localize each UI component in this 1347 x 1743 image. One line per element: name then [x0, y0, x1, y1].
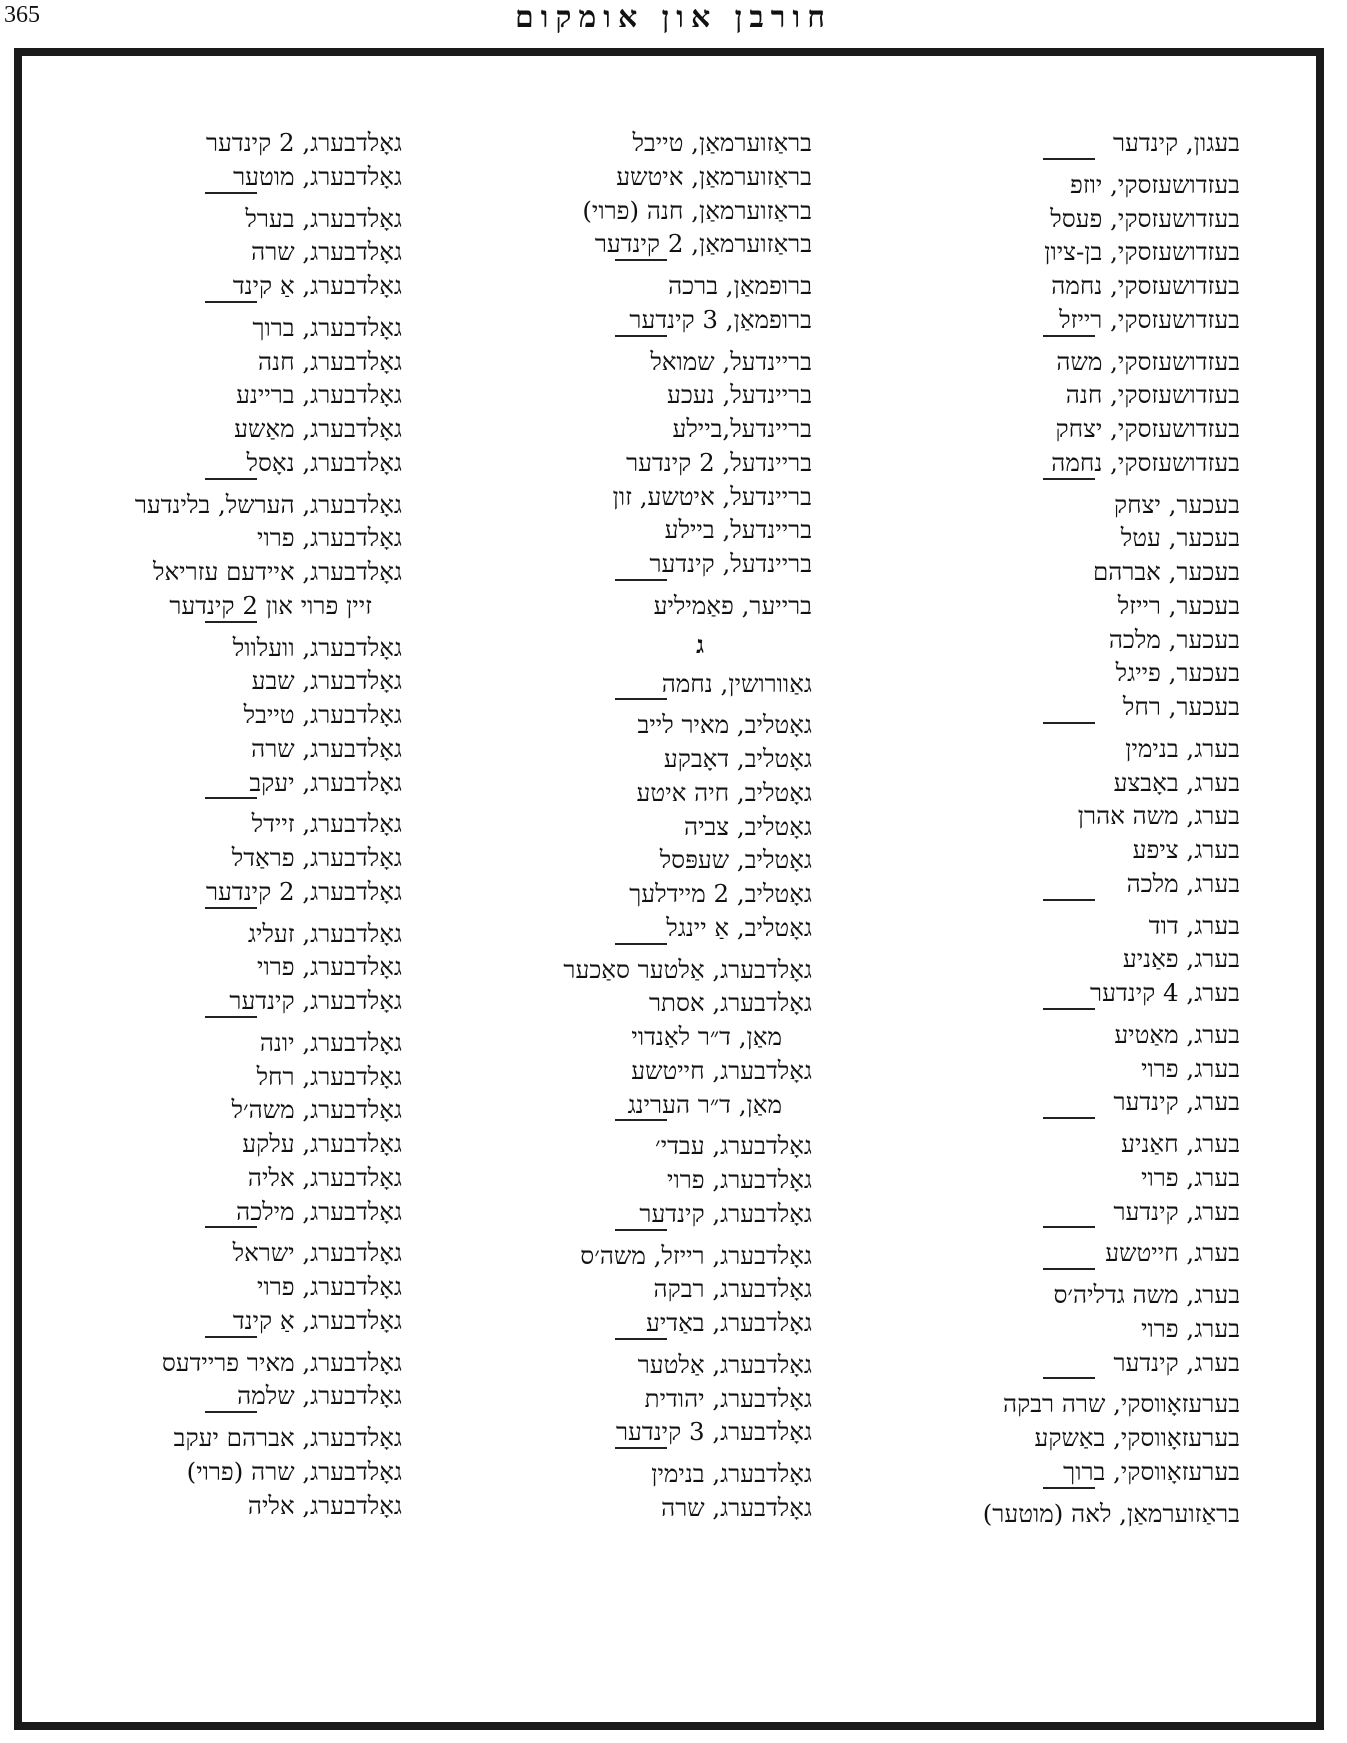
name-entry: בעזדושעזסקי, חנה	[1065, 380, 1240, 410]
name-entry: בעכער, עטל	[1120, 523, 1240, 553]
group-gap	[840, 1010, 1240, 1018]
name-entry: גאָטליב, דאָבקע	[663, 744, 812, 773]
name-entry: בעכער, אברהם	[1092, 557, 1240, 586]
name-entry: גאָלדבערג, פרוי	[257, 1272, 402, 1301]
name-entry: בערעזאָווסקי, ברוך	[1063, 1456, 1240, 1486]
name-entry: בעכער, יצחק	[1114, 489, 1240, 519]
group-gap	[22, 1018, 402, 1026]
group-gap	[840, 480, 1240, 488]
column-left	[22, 126, 432, 1716]
name-entry: בערג, משה אהרן	[1077, 801, 1240, 831]
group-gap	[840, 1228, 1240, 1236]
name-entry: בערג, קינדער	[1113, 1087, 1240, 1117]
name-entry: גאָלדבערג, חייטשע	[631, 1055, 812, 1085]
name-entry: גאָלדבערג, קינדער	[639, 1198, 812, 1228]
name-entry: גאָלדבערג, עבדי׳	[655, 1131, 812, 1161]
name-entry: גאָלדבערג, משה׳ל	[231, 1095, 402, 1125]
name-entry: בעזדושעזסקי, רייזל	[1059, 304, 1240, 334]
name-entry: בערג, חייטשע	[1105, 1238, 1240, 1268]
name-entry: בערג, מאַטיע	[1114, 1019, 1240, 1049]
name-entry: בעזדושעזסקי, נחמה	[1051, 447, 1240, 477]
name-entry: גאָלדבערג, פראַדל	[231, 843, 402, 872]
group-gap	[432, 261, 812, 269]
name-entry: גאָלדבערג, וועלוול	[232, 632, 402, 662]
page-number: 365	[4, 2, 40, 28]
group-gap	[22, 303, 402, 311]
name-entry: גאָלדבערג, שרה	[251, 237, 402, 267]
name-entry: בעזדושעזסקי, יוזפ	[1069, 169, 1240, 199]
name-entry: גאָטליב, חיה איטע	[636, 777, 812, 807]
name-entry: גאָלדבערג, ברוך	[252, 312, 402, 342]
name-entry: בערג, מלכה	[1126, 868, 1240, 898]
name-entry: בערג, באָבצע	[1113, 767, 1240, 797]
group-gap	[840, 901, 1240, 909]
name-entry: גאָלדבערג, אברהם יעקב	[173, 1423, 402, 1452]
name-entry: גאָלדבערג, אַ קינד	[232, 1305, 402, 1335]
group-gap	[840, 1119, 1240, 1127]
name-entry: גאָלדבערג, ישראל	[232, 1238, 402, 1268]
name-entry: גאָלדבערג, יעקב	[249, 767, 402, 797]
section-letter: ג	[696, 629, 704, 659]
name-entry: בעזדושעזסקי, משה	[1056, 346, 1240, 376]
name-entry: גאָלדבערג, שרה (פרוי)	[186, 1456, 402, 1486]
name-entry: גאָלדבערג, רייזל, משה׳ס	[580, 1240, 812, 1270]
name-entry: גאָלדבערג, יהודית	[644, 1383, 812, 1413]
name-entry: בעגון, קינדער	[1112, 128, 1240, 157]
name-entry: בעכער, רייזל	[1117, 590, 1240, 620]
name-entry: בראַזוערמאַן, טייבל	[632, 128, 812, 157]
name-entry: בערג, פרוי	[1141, 1313, 1240, 1343]
name-entry: בערג, ציפע	[1132, 835, 1240, 864]
name-entry: מאַן, ד״ר לאַנדוי	[631, 1022, 782, 1051]
name-entry: גאָלדבערג, אַלטער	[637, 1349, 812, 1379]
name-entry: גאָלדבערג, בנימין	[651, 1459, 812, 1488]
name-entry: בראַזוערמאַן, איטשע	[616, 161, 812, 191]
name-entry: גאָלדבערג, מאַשע	[234, 414, 402, 443]
name-entry: בראַזוערמאַן, 2 קינדער	[594, 229, 812, 259]
name-entry: גאָלדבערג, איידעם עזריאל	[153, 557, 402, 586]
name-entry: גאָלדבערג, בערל	[245, 203, 402, 233]
name-entry: גאָטליב, 2 מיידלעך	[629, 879, 812, 908]
name-entry: ברופמאַן, ברכה	[668, 271, 812, 300]
column-middle	[432, 126, 840, 1716]
name-entry: ברופמאַן, 3 קינדער	[629, 304, 812, 334]
group-gap	[22, 1338, 402, 1346]
name-entry: גאָלדבערג, אסתר	[648, 988, 812, 1018]
name-entry: בריינדעל, קינדער	[649, 549, 812, 578]
name-entry: גאָלדבערג, מוטער	[233, 161, 402, 191]
name-entry: בריינדעל, איטשע, זון	[612, 481, 812, 511]
name-entry: בערג, 4 קינדער	[1090, 978, 1240, 1007]
group-gap	[840, 1379, 1240, 1387]
name-entry: גאָלדבערג, 2 קינדער	[206, 128, 402, 157]
name-entry: בערג, משה גדליה׳ס	[1053, 1280, 1240, 1309]
name-entry: גאָלדבערג, שלמה	[237, 1381, 402, 1411]
name-entry: בעכער, פייגל	[1115, 658, 1240, 688]
name-entry: גאָלדבערג, קינדער	[229, 986, 402, 1015]
name-entry: גאָלדבערג, זיידל	[251, 809, 402, 839]
group-gap	[22, 799, 402, 807]
group-gap	[840, 160, 1240, 168]
name-entry: בריינדעל,ביילע	[672, 414, 812, 443]
name-entry: גאָלדבערג, חנה	[258, 346, 402, 376]
group-gap	[432, 1340, 812, 1348]
group-gap	[22, 909, 402, 917]
name-entry: בריינדעל, נעכע	[666, 380, 812, 410]
group-gap	[432, 1449, 812, 1457]
name-columns	[22, 126, 1316, 1716]
group-gap	[22, 1228, 402, 1236]
name-entry: בעכער, רחל	[1122, 692, 1240, 721]
name-entry: בערג, חאַניע	[1121, 1129, 1240, 1158]
name-entry: בעזדושעזסקי, בן-ציון	[1044, 237, 1240, 267]
name-entry: בעכער, מלכה	[1108, 624, 1240, 654]
name-entry: גאָלדבערג, רבקה	[653, 1274, 812, 1304]
name-entry: בערג, קינדער	[1113, 1196, 1240, 1226]
name-entry: גאָלדבערג, 2 קינדער	[206, 876, 402, 906]
name-entry: גאָלדבערג, עלקע	[242, 1129, 402, 1158]
group-gap	[22, 480, 402, 488]
name-entry: בערג, פאַניע	[1122, 944, 1240, 974]
name-entry: גאָלדבערג, מילכה	[236, 1196, 402, 1226]
group-gap	[22, 194, 402, 202]
name-entry: גאָלדבערג, אליה	[247, 1162, 402, 1192]
name-entry: גאָלדבערג, נאָסל	[246, 447, 402, 477]
name-entry: בראַזוערמאַן, חנה (פרוי)	[582, 195, 812, 225]
name-entry: גאָלדבערג, שרה	[661, 1492, 812, 1522]
name-entry: בערג, פרוי	[1141, 1053, 1240, 1083]
group-gap	[432, 700, 812, 708]
name-entry: בערג, קינדער	[1113, 1347, 1240, 1377]
name-entry: גאָלדבערג, רחל	[256, 1061, 402, 1091]
name-entry: גאָלדבערג, פרוי	[667, 1165, 812, 1194]
page-frame	[14, 48, 1324, 1730]
name-entry: גאָלדבערג, טייבל	[243, 700, 402, 729]
group-gap	[840, 724, 1240, 732]
name-entry: בערעזאָווסקי, שרה רבקה	[1003, 1389, 1240, 1419]
group-gap	[22, 1413, 402, 1421]
name-entry: גאָלדבערג, אַ קינד	[232, 271, 402, 300]
group-gap	[840, 337, 1240, 345]
name-entry: בערג, בנימין	[1125, 733, 1240, 763]
name-entry: גאָטליב, אַ יינגל	[666, 912, 812, 942]
name-entry: גאָלדבערג, הערשל, בלינדער	[134, 489, 402, 519]
group-gap	[432, 337, 812, 345]
name-entry: גאָלדבערג, 3 קינדער	[616, 1417, 812, 1447]
page-title: חורבן און אומקום	[515, 0, 832, 35]
name-entry: בריינדעל, 2 קינדער	[626, 447, 812, 477]
name-entry: בערג, פרוי	[1141, 1162, 1240, 1192]
name-entry: גאָלדבערג, באַדיע	[646, 1308, 812, 1337]
name-entry: בריינדעל, שמואל	[650, 346, 812, 376]
name-entry: בעזדושעזסקי, יצחק	[1055, 414, 1240, 443]
group-gap	[840, 1489, 1240, 1497]
group-gap	[22, 623, 402, 631]
group-gap	[840, 1270, 1240, 1278]
name-entry: גאָלדבערג, יונה	[259, 1027, 402, 1057]
name-entry: גאָלדבערג, אַלטער סאַכער	[563, 954, 812, 984]
name-entry: ברייער, פאַמיליע	[653, 590, 812, 620]
group-gap	[432, 581, 812, 589]
name-entry: זיין פרוי און 2 קינדער	[169, 590, 372, 620]
name-entry: בערעזאָווסקי, באַשקע	[1034, 1423, 1240, 1452]
group-gap	[432, 1231, 812, 1239]
name-entry: גאַוורושין, נחמה	[661, 668, 812, 698]
name-entry: גאָלדבערג, פרוי	[257, 952, 402, 982]
name-entry: גאָטליב, צביה	[683, 811, 812, 841]
name-entry: גאָלדבערג, בריינע	[236, 380, 402, 410]
name-entry: גאָלדבערג, פרוי	[257, 523, 402, 553]
name-entry: בריינדעל, ביילע	[664, 515, 812, 545]
name-entry: גאָטליב, מאיר לייב	[637, 710, 812, 740]
name-entry: בעזדושעזסקי, פעסל	[1050, 203, 1240, 233]
column-right	[840, 126, 1252, 1716]
name-entry: בראַזוערמאַן, לאה (מוטער)	[982, 1498, 1240, 1528]
group-gap	[432, 945, 812, 953]
name-entry: גאָלדבערג, מאיר פריידעס	[161, 1347, 402, 1377]
name-entry: מאַן, ד״ר הערינג	[627, 1089, 782, 1119]
group-gap	[432, 1121, 812, 1129]
name-entry: גאָלדבערג, זעליג	[247, 918, 402, 948]
name-entry: בעזדושעזסקי, נחמה	[1051, 271, 1240, 300]
name-entry: גאָטליב, שעפּסל	[659, 845, 812, 875]
name-entry: גאָלדבערג, שבע	[251, 666, 402, 696]
name-entry: בערג, דוד	[1148, 910, 1240, 940]
name-entry: גאָלדבערג, שרה	[251, 733, 402, 763]
name-entry: גאָלדבערג, אליה	[247, 1490, 402, 1520]
